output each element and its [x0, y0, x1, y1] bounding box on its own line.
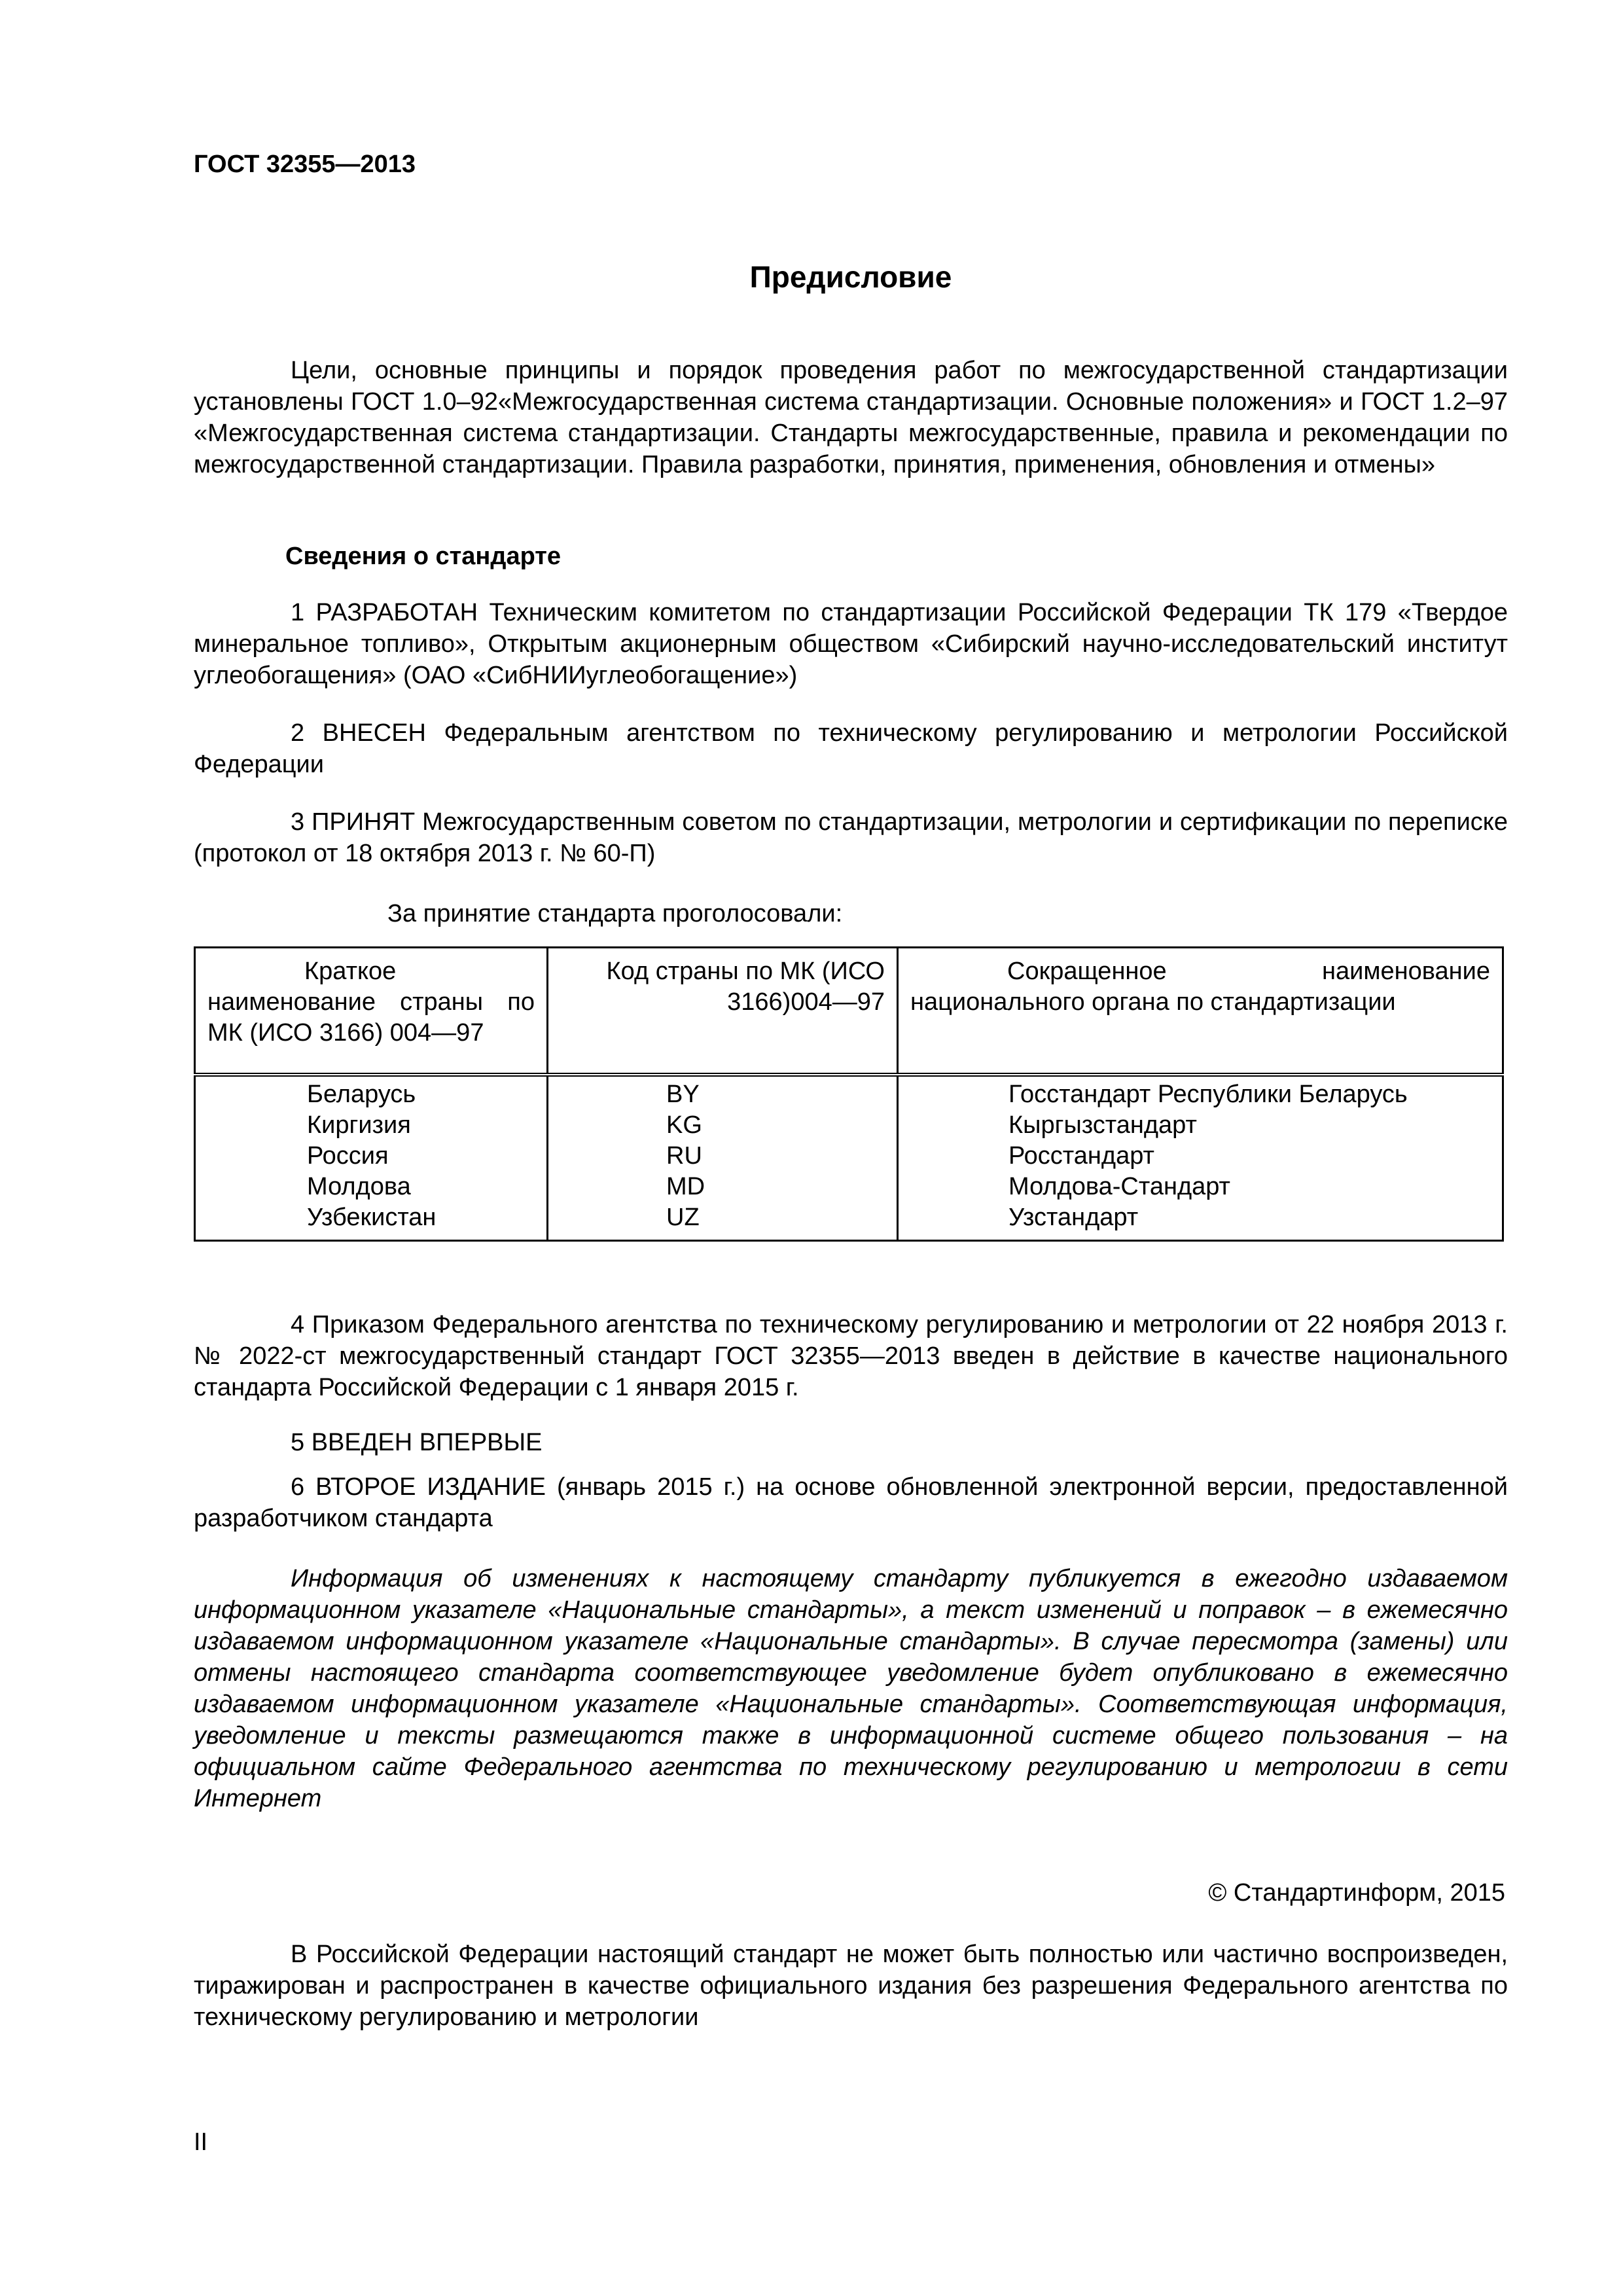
- table-row: [195, 1110, 1503, 1141]
- item-4-order: 4 Приказом Федерального агентства по техническому регулированию и метрологии от 22 ноября 2013 г. № 2022-ст межгосударственный стандарт ГОСТ 32355—2013 введен в действие в качестве национального стандарта Российской Федерации с 1 января 2015 г.: [194, 1311, 1508, 1401]
- code-cell: KG: [548, 1110, 898, 1141]
- item-3-adopted: 3 ПРИНЯТ Межгосударственным советом по стандартизации, метрологии и сертификации по переписке (протокол от 18 октября 2013 г. № 60-П): [194, 808, 1508, 867]
- item-1-developed: 1 РАЗРАБОТАН Техническим комитетом по стандартизации Российской Федерации ТК 179 «Твердое минеральное топливо», Открытым акционерным обществом «Сибирский научно-исследовательский институт углеобогащения» (ОАО «СибНИИуглеобогащение»): [194, 599, 1508, 689]
- table-header-row: [195, 948, 1503, 1075]
- code-cell: BY: [548, 1075, 898, 1110]
- country-cell: Беларусь: [195, 1075, 548, 1110]
- item-2-introduced: 2 ВНЕСЕН Федеральным агентством по техническому регулированию и метрологии Российской Федерации: [194, 719, 1508, 778]
- country-cell: Киргизия: [195, 1110, 548, 1141]
- country-cell: Молдова: [195, 1172, 548, 1202]
- body-cell: Кыргызстандарт: [898, 1110, 1503, 1141]
- header-standards-body: Сокращенное наименование национального органа по стандартизации: [898, 948, 1503, 1075]
- body-cell: Госстандарт Республики Беларусь: [898, 1075, 1503, 1110]
- reproduction-notice: В Российской Федерации настоящий стандарт не может быть полностью или частично воспроизведен, тиражирован и распространен в качестве официального издания без разрешения Федерального агентства по техническому регулированию и метрологии: [194, 1941, 1508, 2031]
- page-number: II: [194, 2128, 208, 2156]
- code-cell: UZ: [548, 1202, 898, 1241]
- header-country-name: Краткое наименование страны по МК (ИСО 3166) 004—97: [195, 948, 548, 1075]
- standard-info-subheading: Сведения о стандарте: [285, 543, 562, 570]
- item-6-second-edition: 6 ВТОРОЕ ИЗДАНИЕ (январь 2015 г.) на основе обновленной электронной версии, предоставленной разработчиком стандарта: [194, 1473, 1508, 1532]
- country-cell: Узбекистан: [195, 1202, 548, 1241]
- header-country-code: Код страны по МК (ИСО 3166)004—97: [548, 948, 898, 1075]
- voting-table: [194, 946, 1504, 1242]
- table-row: [195, 1141, 1503, 1172]
- document-code: ГОСТ 32355—2013: [194, 151, 416, 178]
- table-row: [195, 1172, 1503, 1202]
- item-5-introduced-first: 5 ВВЕДЕН ВПЕРВЫЕ: [291, 1429, 543, 1456]
- table-row: [195, 1075, 1503, 1110]
- table-caption: За принятие стандарта проголосовали:: [387, 900, 843, 927]
- body-cell: Росстандарт: [898, 1141, 1503, 1172]
- table-row: [195, 1202, 1503, 1241]
- body-cell: Молдова-Стандарт: [898, 1172, 1503, 1202]
- country-cell: Россия: [195, 1141, 548, 1172]
- code-cell: RU: [548, 1141, 898, 1172]
- code-cell: MD: [548, 1172, 898, 1202]
- copyright-line: © Стандартинформ, 2015: [1208, 1879, 1505, 1907]
- section-title: Предисловие: [749, 260, 952, 294]
- body-cell: Узстандарт: [898, 1202, 1503, 1241]
- intro-paragraph: Цели, основные принципы и порядок проведения работ по межгосударственной стандартизации установлены ГОСТ 1.0–92«Межгосударственная система стандартизации. Основные положения» и ГОСТ 1.2–97 «Межгосударственная система стандартизации. Стандарты межгосударственные, правила и рекомендации по межгосударственной стандартизации. Правила разработки, принятия, применения, обновления и отмены»: [194, 357, 1508, 478]
- changes-information-paragraph: Информация об изменениях к настоящему стандарту публикуется в ежегодно издаваемом информационном указателе «Национальные стандарты», а текст изменений и поправок – в ежемесячно издаваемом информационном указателе «Национальные стандарты». В случае пересмотра (замены) или отмены настоящего стандарта соответствующее уведомление будет опубликовано в ежемесячно издаваемом информационном указателе «Национальные стандарты». Соответствующая информация, уведомление и тексты размещаются также в информационной системе общего пользования – на официальном сайте Федерального агентства по техническому регулированию и метрологии в сети Интернет: [194, 1565, 1508, 1812]
